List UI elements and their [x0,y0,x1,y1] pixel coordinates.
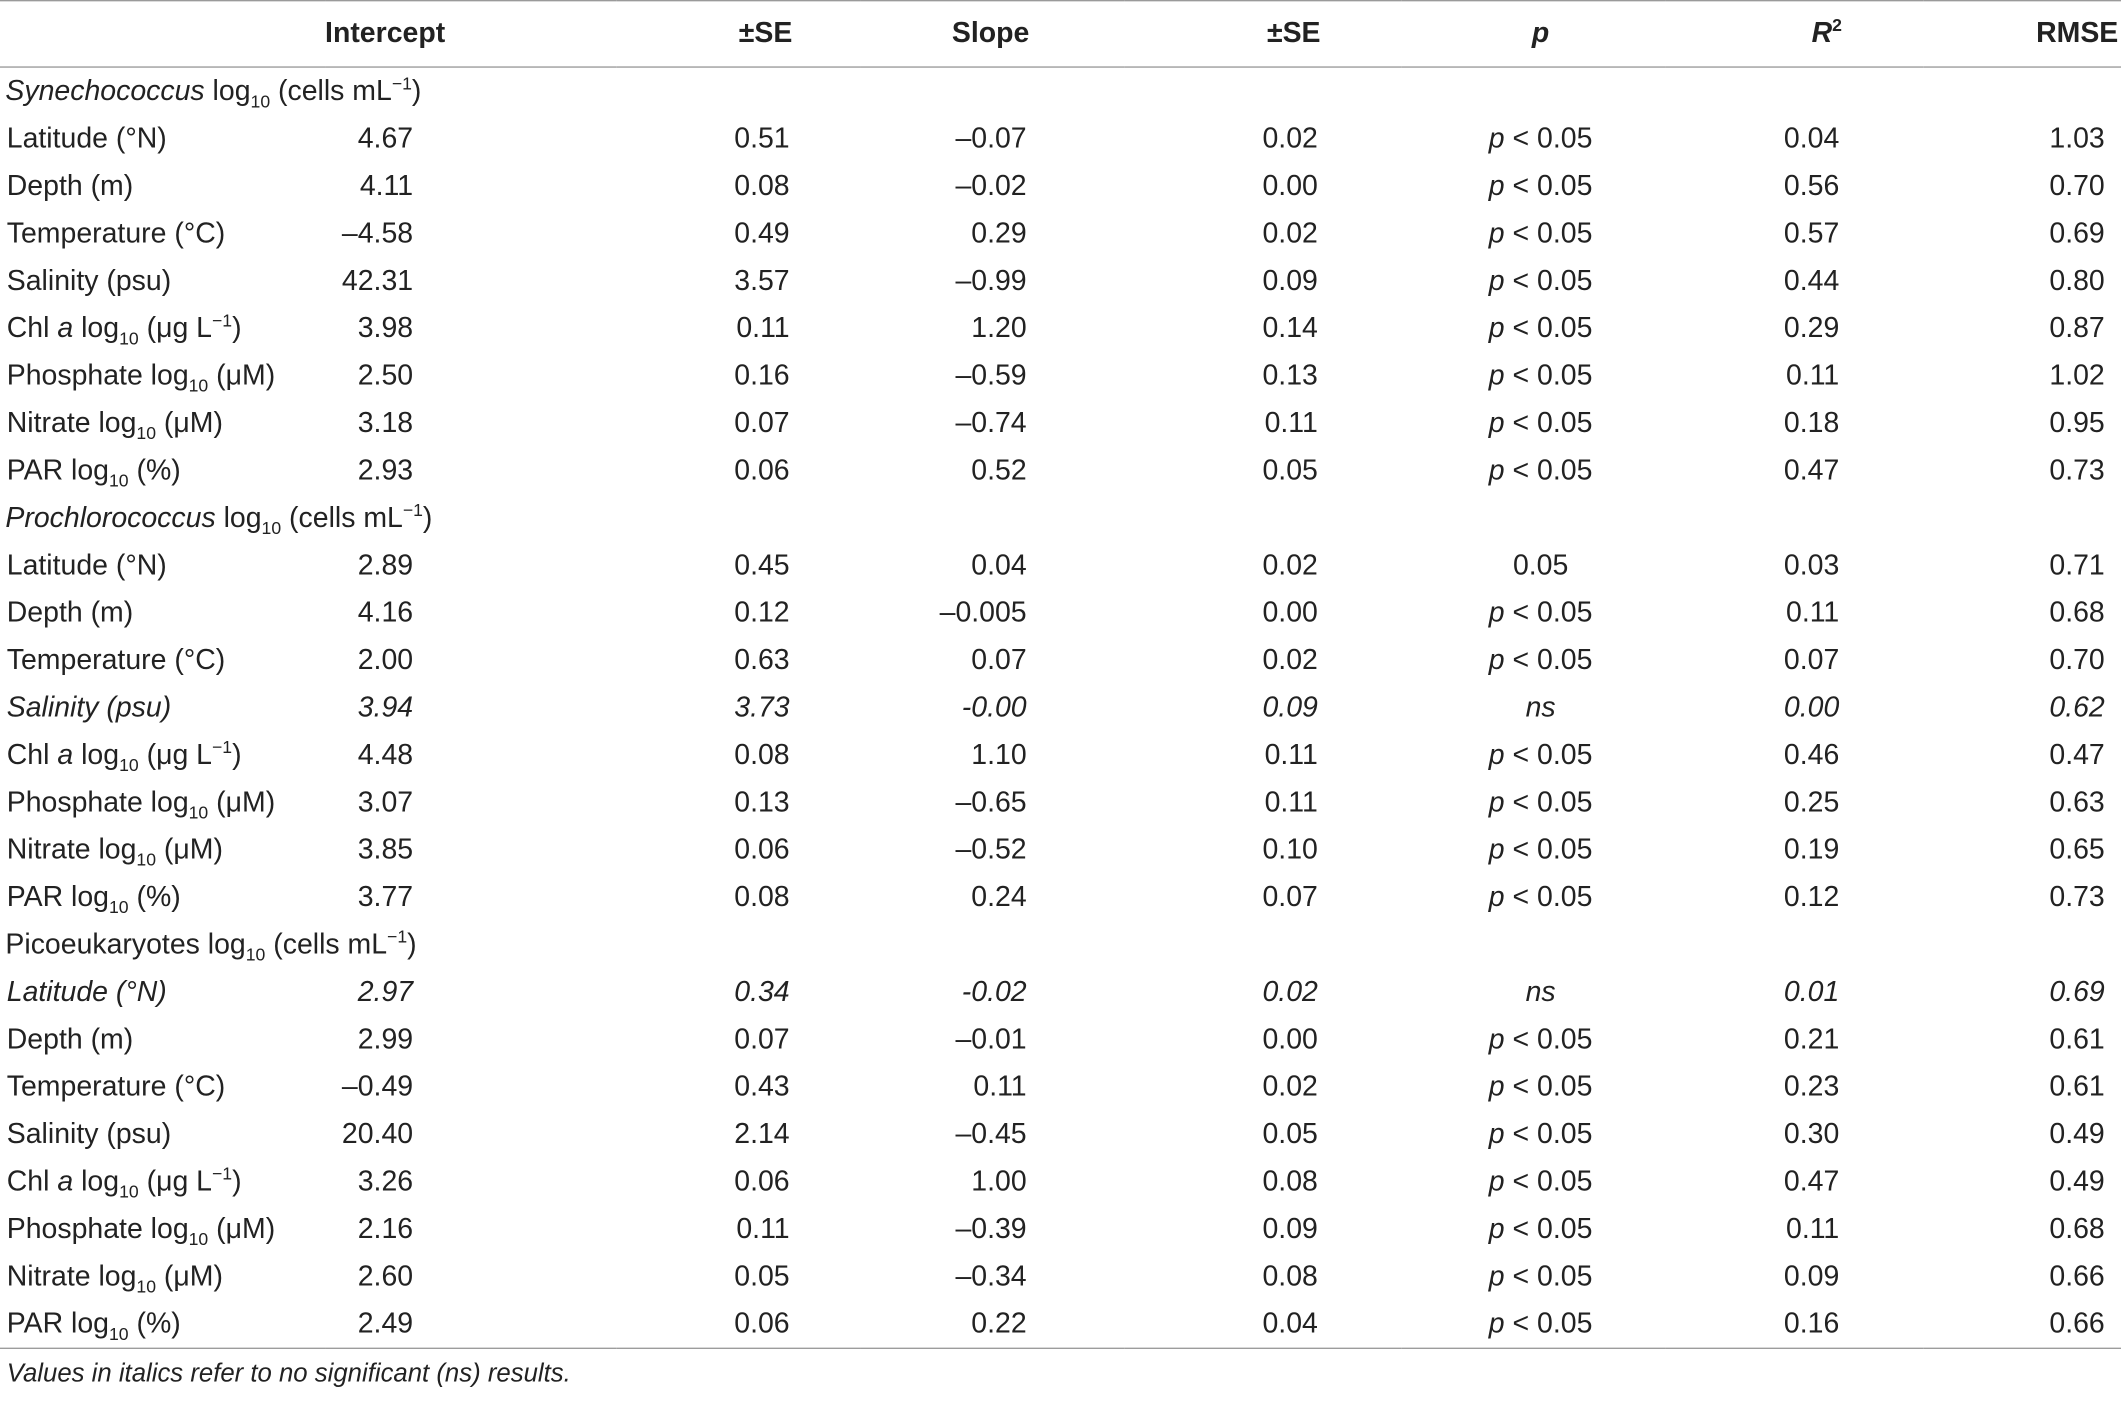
cell-rmse: 0.70 [2049,169,2105,202]
cell-rmse: 0.69 [2049,217,2105,249]
table-row [0,1158,2121,1205]
table-row [0,210,2121,257]
cell-rmse: 0.63 [2049,786,2105,818]
cell-se-intercept: 0.34 [734,975,790,1007]
cell-slope: -0.00 [961,691,1027,723]
cell-se-intercept: 0.06 [616,1300,860,1348]
cell-se-slope: 0.05 [1262,454,1318,486]
cell-se-intercept: 0.07 [734,1023,790,1055]
header-p: p [1402,1,1666,67]
cell-slope: –0.01 [955,1023,1027,1055]
cell-rmse: 0.49 [2049,1165,2105,1197]
row-label: PAR $\log_{10}$ (%) [6,881,181,917]
cell-rmse: 0.61 [2049,1023,2105,1055]
cell-rmse: 0.68 [2049,1212,2105,1245]
table-row [0,826,2121,873]
cell-slope: 0.11 [973,1070,1027,1102]
cell-se-slope: 0.13 [1262,359,1318,391]
row-label: PAR $\log_{10}$ (%) [0,1300,325,1348]
cell-r2: 0.07 [1783,644,1840,676]
cell-p: 0.05 [1512,549,1569,581]
row-label: Chl a $\log_{10} (\mu g$ $L^{-1}$) [6,1162,242,1201]
cell-r2: 0.21 [1783,1023,1840,1055]
cell-se-intercept: 0.07 [734,406,790,439]
table-row [0,447,2121,494]
cell-rmse: 0.87 [2049,312,2105,344]
cell-slope: 0.24 [971,881,1027,913]
cell-intercept: 2.99 [357,1023,414,1055]
cell-r2: 0.12 [1783,881,1840,913]
cell-slope: –0.65 [955,786,1027,818]
cell-r2: 0.57 [1783,217,1840,249]
cell-se-intercept: 0.08 [734,738,790,770]
cell-p: p < 0.05 [1488,406,1593,439]
cell-r2: 0.09 [1783,1260,1840,1292]
cell-se-slope: 0.02 [1262,217,1318,249]
cell-slope: 0.52 [971,454,1027,486]
cell-rmse: 0.49 [2049,1118,2105,1150]
row-label: Chl a $\log_{10} (\mu g$ $L^{-1}$) [6,736,242,775]
cell-rmse: 0.65 [2049,833,2105,865]
cell-se-slope: 0.08 [1262,1165,1318,1197]
cell-slope: 1.00 [971,1165,1027,1197]
cell-se-intercept: 0.11 [736,1212,790,1245]
cell-p: p < 0.05 [1488,738,1593,770]
cell-p: p < 0.05 [1488,644,1593,676]
cell-se-intercept: 0.63 [734,644,790,676]
cell-p: p < 0.05 [1488,312,1593,344]
cell-intercept: 2.93 [357,454,414,486]
cell-se-intercept: 0.51 [734,122,790,154]
cell-se-slope: 0.00 [1262,1023,1318,1055]
group-title: Picoeukaryotes $\log_{10}$ (cells $mL^{-1}$) [5,925,417,964]
cell-se-slope: 0.02 [1262,644,1318,676]
cell-p: p < 0.05 [1488,1212,1593,1245]
cell-rmse: 0.80 [2049,264,2105,296]
row-label: Nitrate $\log_{10} (\mu M)$ [6,1260,223,1296]
cell-slope: 1.20 [971,312,1027,344]
group-header-prochlorococcus [0,494,2121,541]
cell-p: p < 0.05 [1488,833,1593,865]
cell-p: p < 0.05 [1488,786,1593,818]
cell-se-intercept: 0.13 [734,786,790,818]
cell-slope: –0.39 [955,1212,1027,1245]
cell-slope: 0.04 [971,549,1027,581]
cell-rmse: 0.66 [2049,1260,2105,1292]
cell-se-slope: 0.09 [1262,264,1318,296]
cell-se-intercept: 0.05 [734,1260,790,1292]
cell-se-slope: 0.14 [1262,312,1318,344]
cell-se-slope: 0.04 [1124,1300,1402,1348]
cell-slope: –0.74 [955,406,1027,439]
cell-p: p < 0.05 [1488,122,1593,154]
cell-p: p < 0.05 [1488,596,1593,628]
cell-se-intercept: 0.45 [734,549,790,581]
cell-se-intercept: 0.49 [734,217,790,249]
cell-intercept: 3.26 [357,1165,414,1197]
cell-r2: 0.11 [1786,359,1840,391]
table-row [0,352,2121,399]
cell-se-intercept: 3.73 [734,691,790,723]
table-row [0,400,2121,447]
table-row [0,1111,2121,1158]
cell-r2: 0.56 [1783,169,1840,202]
cell-p: p < 0.05 [1488,1070,1593,1102]
row-label: Depth (m) [6,596,134,628]
cell-se-slope: 0.09 [1262,691,1318,723]
cell-intercept: 2.89 [357,549,414,581]
cell-rmse: 0.71 [2049,549,2105,581]
cell-se-slope: 0.02 [1262,122,1318,154]
cell-r2: 0.47 [1783,1165,1840,1197]
cell-rmse: 0.69 [2049,975,2105,1007]
cell-se-intercept: 0.06 [734,833,790,865]
cell-r2: 0.18 [1783,406,1840,439]
cell-p: p < 0.05 [1488,1260,1593,1292]
cell-r2: 0.30 [1783,1118,1840,1150]
cell-p: p < 0.05 [1488,217,1593,249]
cell-se-slope: 0.10 [1262,833,1318,865]
cell-se-slope: 0.11 [1264,738,1318,770]
cell-slope: 1.10 [971,738,1027,770]
row-label: Temperature (°C) [6,1070,226,1102]
cell-intercept: 3.77 [357,881,414,913]
cell-intercept: 3.94 [357,691,414,723]
cell-r2: 0.25 [1783,786,1840,818]
cell-slope: –0.99 [955,264,1027,296]
cell-se-slope: 0.08 [1262,1260,1318,1292]
header-r2: $R^2$ [1666,1,1923,67]
cell-r2: 0.11 [1786,596,1840,628]
cell-r2: 0.00 [1783,691,1840,723]
table-row [0,589,2121,636]
row-label: Phosphate $\log_{10} (\mu M)$ [6,359,276,396]
header-label [0,1,325,67]
cell-se-intercept: 0.08 [734,169,790,202]
cell-slope: –0.45 [955,1118,1027,1150]
cell-intercept: 2.49 [325,1300,616,1348]
table-row [0,1253,2121,1300]
cell-intercept: 20.40 [341,1118,414,1150]
header-slope: Slope [860,1,1124,67]
table-row-ns [0,684,2121,731]
cell-se-intercept: 0.06 [734,1165,790,1197]
cell-slope: 0.07 [971,644,1027,676]
row-label: Salinity (psu) [6,1118,172,1150]
cell-se-intercept: 2.14 [734,1118,790,1150]
cell-se-slope: 0.00 [1262,596,1318,628]
cell-se-intercept: 3.57 [734,264,790,296]
cell-se-intercept: 0.43 [734,1070,790,1102]
table-row [0,779,2121,826]
cell-slope: –0.59 [955,359,1027,391]
row-label: Temperature (°C) [6,644,226,676]
row-label: Depth (m) [6,169,134,202]
cell-p: p < 0.05 [1488,264,1593,296]
cell-se-intercept: 0.06 [734,454,790,486]
cell-intercept: 4.16 [357,596,414,628]
row-label: Salinity (psu) [6,691,172,723]
cell-r2: 0.16 [1666,1300,1923,1348]
table-footnote: Values in italics refer to no significant (ns) results. [6,1359,571,1389]
cell-r2: 0.29 [1783,312,1840,344]
header-row [0,1,2121,67]
row-label: Salinity (psu) [6,264,172,296]
header-se-slope: ±SE [1124,1,1402,67]
cell-rmse: 0.62 [2049,691,2105,723]
cell-se-slope: 0.00 [1262,169,1318,202]
cell-p: p < 0.05 [1488,1165,1593,1197]
cell-p: p < 0.05 [1402,1300,1666,1348]
cell-r2: 0.11 [1786,1212,1840,1245]
table-row [0,115,2121,162]
cell-rmse: 0.73 [2049,454,2105,486]
table-row [0,257,2121,304]
cell-slope: 0.22 [860,1300,1124,1348]
cell-intercept: 2.16 [357,1212,414,1245]
table-row [0,542,2121,589]
table-row [0,637,2121,684]
cell-p: p < 0.05 [1488,454,1593,486]
cell-intercept: 2.50 [357,359,414,391]
cell-intercept: 2.00 [357,644,414,676]
cell-rmse: 0.70 [2049,644,2105,676]
row-label: Phosphate $\log_{10} (\mu M)$ [6,1212,276,1249]
table-row [0,731,2121,778]
cell-rmse: 0.66 [1923,1300,2121,1348]
cell-rmse: 1.03 [2049,122,2105,154]
cell-r2: 0.23 [1783,1070,1840,1102]
cell-intercept: 3.07 [357,786,414,818]
table-row [0,1205,2121,1252]
cell-p: p < 0.05 [1488,881,1593,913]
row-label: PAR $\log_{10}$ (%) [6,454,181,490]
cell-p: p < 0.05 [1488,1118,1593,1150]
cell-slope: –0.34 [955,1260,1027,1292]
cell-r2: 0.19 [1783,833,1840,865]
cell-se-slope: 0.09 [1262,1212,1318,1245]
cell-intercept: 4.67 [357,122,414,154]
cell-rmse: 1.02 [2049,359,2105,391]
cell-se-intercept: 0.12 [734,596,790,628]
cell-rmse: 0.61 [2049,1070,2105,1102]
cell-rmse: 0.73 [2049,881,2105,913]
table-row [0,874,2121,921]
cell-se-slope: 0.02 [1262,975,1318,1007]
row-label: Latitude (°N) [6,122,167,154]
cell-slope: –0.07 [955,122,1027,154]
cell-intercept: 4.11 [359,169,414,202]
header-intercept: Intercept [325,1,616,67]
cell-r2: 0.46 [1783,738,1840,770]
cell-p: p < 0.05 [1488,1023,1593,1055]
cell-rmse: 0.95 [2049,406,2105,439]
group-header-synechococcus [0,67,2121,115]
row-label: Nitrate $\log_{10} (\mu M)$ [6,406,223,443]
cell-rmse: 0.47 [2049,738,2105,770]
header-se-intercept: ±SE [616,1,860,67]
cell-slope: –0.005 [939,596,1027,628]
row-label: Latitude (°N) [6,549,167,581]
cell-slope: 0.29 [971,217,1027,249]
cell-p: ns [1525,975,1556,1007]
cell-se-intercept: 0.16 [734,359,790,391]
cell-slope: –0.52 [955,833,1027,865]
cell-p: p < 0.05 [1488,169,1593,202]
cell-intercept: –4.58 [341,217,414,249]
group-title: Synechococcus $\log_{10}$ (cells $mL^{-1}$) [5,72,422,111]
group-header-picoeukaryotes [0,921,2121,968]
cell-p: p < 0.05 [1488,359,1593,391]
header-rmse: RMSE [1923,1,2121,67]
row-label: Temperature (°C) [6,217,226,249]
cell-p: ns [1525,691,1556,723]
cell-r2: 0.04 [1783,122,1840,154]
cell-se-intercept: 0.11 [736,312,790,344]
table-row [0,1016,2121,1063]
table-row [0,305,2121,352]
cell-se-intercept: 0.08 [734,881,790,913]
cell-intercept: 42.31 [341,264,414,296]
cell-se-slope: 0.02 [1262,1070,1318,1102]
cell-se-slope: 0.05 [1262,1118,1318,1150]
row-label: Depth (m) [6,1023,134,1055]
table-row [0,1300,2121,1348]
table-row [0,1063,2121,1110]
cell-se-slope: 0.07 [1262,881,1318,913]
cell-intercept: 3.18 [357,406,414,439]
cell-se-slope: 0.11 [1264,786,1318,818]
row-label: Nitrate $\log_{10} (\mu M)$ [6,833,223,870]
table-row [0,163,2121,210]
cell-r2: 0.03 [1783,549,1840,581]
cell-intercept: 3.98 [357,312,414,344]
cell-se-slope: 0.02 [1262,549,1318,581]
row-label: Chl a $\log_{10} (\mu g$ $L^{-1}$) [6,309,242,348]
cell-intercept: 4.48 [357,738,414,770]
group-title: Prochlorococcus $\log_{10}$ (cells $mL^{-1}$) [5,499,433,538]
cell-intercept: 2.97 [357,975,414,1007]
cell-slope: –0.02 [955,169,1027,202]
row-label: Latitude (°N) [6,975,167,1007]
cell-intercept: 2.60 [357,1260,414,1292]
table-row-ns [0,968,2121,1015]
cell-rmse: 0.68 [2049,596,2105,628]
row-label: Phosphate $\log_{10} (\mu M)$ [6,786,276,822]
cell-intercept: –0.49 [341,1070,414,1102]
cell-r2: 0.01 [1783,975,1840,1007]
cell-slope: -0.02 [961,975,1027,1007]
cell-r2: 0.44 [1783,264,1840,296]
cell-r2: 0.47 [1783,454,1840,486]
cell-intercept: 3.85 [357,833,414,865]
cell-se-slope: 0.11 [1264,406,1318,439]
